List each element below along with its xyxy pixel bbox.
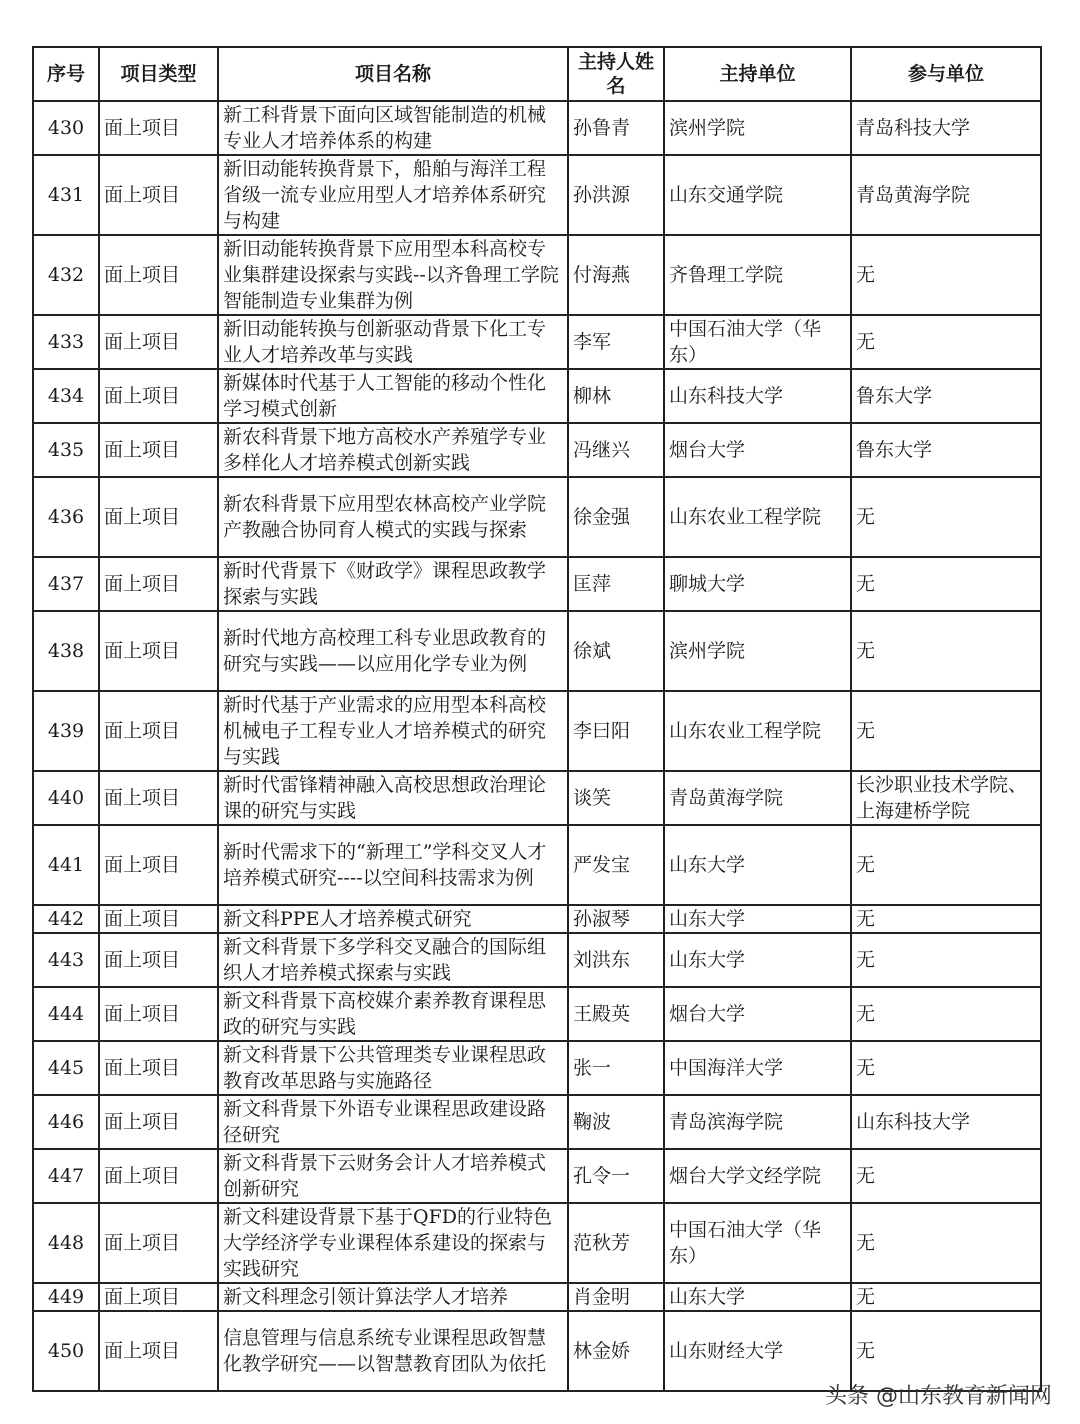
cell-partner: 无 [851, 1203, 1041, 1283]
cell-name: 新时代雷锋精神融入高校思想政治理论课的研究与实践 [218, 771, 568, 825]
cell-type: 面上项目 [99, 155, 218, 235]
cell-index: 436 [33, 477, 99, 557]
cell-index: 443 [33, 933, 99, 987]
cell-name: 新时代背景下《财政学》课程思政教学探索与实践 [218, 557, 568, 611]
cell-host: 范秋芳 [568, 1203, 664, 1283]
cell-host: 孙洪源 [568, 155, 664, 235]
cell-index: 430 [33, 101, 99, 155]
cell-index: 446 [33, 1095, 99, 1149]
table-row [33, 155, 1041, 235]
header-type: 项目类型 [99, 47, 218, 101]
cell-index: 437 [33, 557, 99, 611]
cell-host: 孔令一 [568, 1149, 664, 1203]
cell-unit: 齐鲁理工学院 [664, 235, 851, 315]
watermark: 头条 @山东教育新闻网 [825, 1384, 1052, 1409]
table-header-row [33, 47, 1041, 101]
cell-host: 冯继兴 [568, 423, 664, 477]
cell-name: 新时代需求下的“新理工”学科交叉人才培养模式研究----以空间科技需求为例 [218, 825, 568, 905]
cell-partner: 无 [851, 235, 1041, 315]
cell-unit: 聊城大学 [664, 557, 851, 611]
header-unit: 主持单位 [664, 47, 851, 101]
cell-type: 面上项目 [99, 315, 218, 369]
table-row [33, 557, 1041, 611]
table-row [33, 1095, 1041, 1149]
cell-unit: 山东大学 [664, 1283, 851, 1311]
cell-type: 面上项目 [99, 1203, 218, 1283]
cell-name: 新文科背景下高校媒介素养教育课程思政的研究与实践 [218, 987, 568, 1041]
cell-type: 面上项目 [99, 905, 218, 933]
header-index: 序号 [33, 47, 99, 101]
cell-unit: 中国石油大学（华东） [664, 1203, 851, 1283]
cell-name: 新工科背景下面向区域智能制造的机械专业人才培养体系的构建 [218, 101, 568, 155]
header-name: 项目名称 [218, 47, 568, 101]
cell-name: 新文科背景下云财务会计人才培养模式创新研究 [218, 1149, 568, 1203]
cell-host: 李军 [568, 315, 664, 369]
cell-type: 面上项目 [99, 691, 218, 771]
cell-name: 新旧动能转换与创新驱动背景下化工专业人才培养改革与实践 [218, 315, 568, 369]
table-row [33, 987, 1041, 1041]
table-row [33, 369, 1041, 423]
cell-name: 新农科背景下应用型农林高校产业学院 产教融合协同育人模式的实践与探索 [218, 477, 568, 557]
cell-unit: 青岛黄海学院 [664, 771, 851, 825]
cell-host: 李曰阳 [568, 691, 664, 771]
cell-name: 新旧动能转换背景下应用型本科高校专业集群建设探索与实践--以齐鲁理工学院智能制造专业集群为例 [218, 235, 568, 315]
table-row [33, 691, 1041, 771]
cell-type: 面上项目 [99, 1095, 218, 1149]
table-row [33, 423, 1041, 477]
cell-partner: 无 [851, 1041, 1041, 1095]
cell-type: 面上项目 [99, 423, 218, 477]
cell-partner: 鲁东大学 [851, 423, 1041, 477]
cell-partner: 无 [851, 905, 1041, 933]
cell-index: 433 [33, 315, 99, 369]
cell-index: 440 [33, 771, 99, 825]
cell-type: 面上项目 [99, 557, 218, 611]
cell-unit: 山东交通学院 [664, 155, 851, 235]
cell-type: 面上项目 [99, 933, 218, 987]
table-row [33, 1283, 1041, 1311]
cell-index: 431 [33, 155, 99, 235]
table-row [33, 1149, 1041, 1203]
cell-unit: 中国海洋大学 [664, 1041, 851, 1095]
cell-unit: 山东大学 [664, 933, 851, 987]
cell-type: 面上项目 [99, 369, 218, 423]
cell-index: 441 [33, 825, 99, 905]
table-row [33, 905, 1041, 933]
cell-unit: 山东财经大学 [664, 1311, 851, 1391]
cell-partner: 鲁东大学 [851, 369, 1041, 423]
cell-host: 付海燕 [568, 235, 664, 315]
cell-name: 新文科背景下外语专业课程思政建设路径研究 [218, 1095, 568, 1149]
cell-type: 面上项目 [99, 101, 218, 155]
cell-host: 严发宝 [568, 825, 664, 905]
cell-unit: 山东科技大学 [664, 369, 851, 423]
cell-type: 面上项目 [99, 1311, 218, 1391]
cell-host: 谈笑 [568, 771, 664, 825]
cell-index: 438 [33, 611, 99, 691]
cell-host: 徐金强 [568, 477, 664, 557]
cell-partner: 无 [851, 1311, 1041, 1391]
cell-partner: 山东科技大学 [851, 1095, 1041, 1149]
cell-host: 匡萍 [568, 557, 664, 611]
cell-index: 442 [33, 905, 99, 933]
table-row [33, 1041, 1041, 1095]
cell-partner: 无 [851, 1283, 1041, 1311]
cell-host: 柳林 [568, 369, 664, 423]
table-row [33, 771, 1041, 825]
cell-unit: 滨州学院 [664, 101, 851, 155]
cell-unit: 青岛滨海学院 [664, 1095, 851, 1149]
cell-partner: 无 [851, 611, 1041, 691]
cell-unit: 山东大学 [664, 825, 851, 905]
cell-unit: 烟台大学 [664, 423, 851, 477]
project-table [32, 46, 1042, 1392]
table-row [33, 315, 1041, 369]
cell-type: 面上项目 [99, 1041, 218, 1095]
cell-unit: 中国石油大学（华东） [664, 315, 851, 369]
header-host: 主持人姓名 [568, 47, 664, 101]
cell-unit: 山东大学 [664, 905, 851, 933]
cell-partner: 无 [851, 933, 1041, 987]
cell-host: 孙淑琴 [568, 905, 664, 933]
cell-index: 444 [33, 987, 99, 1041]
cell-unit: 烟台大学文经学院 [664, 1149, 851, 1203]
cell-index: 448 [33, 1203, 99, 1283]
header-partner: 参与单位 [851, 47, 1041, 101]
cell-index: 450 [33, 1311, 99, 1391]
cell-partner: 无 [851, 825, 1041, 905]
cell-index: 432 [33, 235, 99, 315]
table-row [33, 101, 1041, 155]
cell-name: 新时代基于产业需求的应用型本科高校机械电子工程专业人才培养模式的研究与实践 [218, 691, 568, 771]
cell-index: 434 [33, 369, 99, 423]
cell-host: 林金娇 [568, 1311, 664, 1391]
cell-partner: 无 [851, 477, 1041, 557]
cell-name: 新农科背景下地方高校水产养殖学专业多样化人才培养模式创新实践 [218, 423, 568, 477]
table-row [33, 477, 1041, 557]
cell-type: 面上项目 [99, 771, 218, 825]
cell-index: 447 [33, 1149, 99, 1203]
cell-partner: 长沙职业技术学院、上海建桥学院 [851, 771, 1041, 825]
cell-partner: 无 [851, 315, 1041, 369]
cell-host: 肖金明 [568, 1283, 664, 1311]
cell-partner: 青岛黄海学院 [851, 155, 1041, 235]
cell-name: 新文科PPE人才培养模式研究 [218, 905, 568, 933]
cell-type: 面上项目 [99, 235, 218, 315]
cell-type: 面上项目 [99, 825, 218, 905]
cell-host: 孙鲁青 [568, 101, 664, 155]
cell-type: 面上项目 [99, 477, 218, 557]
cell-host: 王殿英 [568, 987, 664, 1041]
cell-partner: 无 [851, 1149, 1041, 1203]
table-row [33, 933, 1041, 987]
cell-unit: 山东农业工程学院 [664, 477, 851, 557]
cell-name: 新时代地方高校理工科专业思政教育的研究与实践——以应用化学专业为例 [218, 611, 568, 691]
cell-index: 449 [33, 1283, 99, 1311]
cell-index: 435 [33, 423, 99, 477]
table-row [33, 825, 1041, 905]
table-row [33, 611, 1041, 691]
cell-partner: 无 [851, 987, 1041, 1041]
cell-host: 刘洪东 [568, 933, 664, 987]
cell-name: 信息管理与信息系统专业课程思政智慧化教学研究——以智慧教育团队为依托 [218, 1311, 568, 1391]
cell-type: 面上项目 [99, 1149, 218, 1203]
cell-name: 新文科背景下公共管理类专业课程思政教育改革思路与实施路径 [218, 1041, 568, 1095]
cell-unit: 滨州学院 [664, 611, 851, 691]
cell-type: 面上项目 [99, 1283, 218, 1311]
cell-type: 面上项目 [99, 987, 218, 1041]
cell-name: 新文科背景下多学科交叉融合的国际组织人才培养模式探索与实践 [218, 933, 568, 987]
table-body [33, 101, 1041, 1391]
cell-partner: 无 [851, 691, 1041, 771]
cell-name: 新旧动能转换背景下，船舶与海洋工程省级一流专业应用型人才培养体系研究与构建 [218, 155, 568, 235]
cell-index: 439 [33, 691, 99, 771]
cell-partner: 青岛科技大学 [851, 101, 1041, 155]
cell-name: 新媒体时代基于人工智能的移动个性化学习模式创新 [218, 369, 568, 423]
cell-unit: 烟台大学 [664, 987, 851, 1041]
cell-index: 445 [33, 1041, 99, 1095]
cell-name: 新文科理念引领计算法学人才培养 [218, 1283, 568, 1311]
cell-host: 鞠波 [568, 1095, 664, 1149]
table-row [33, 1203, 1041, 1283]
table-row [33, 235, 1041, 315]
cell-type: 面上项目 [99, 611, 218, 691]
cell-partner: 无 [851, 557, 1041, 611]
cell-name: 新文科建设背景下基于QFD的行业特色大学经济学专业课程体系建设的探索与实践研究 [218, 1203, 568, 1283]
cell-host: 张一 [568, 1041, 664, 1095]
cell-unit: 山东农业工程学院 [664, 691, 851, 771]
cell-host: 徐斌 [568, 611, 664, 691]
